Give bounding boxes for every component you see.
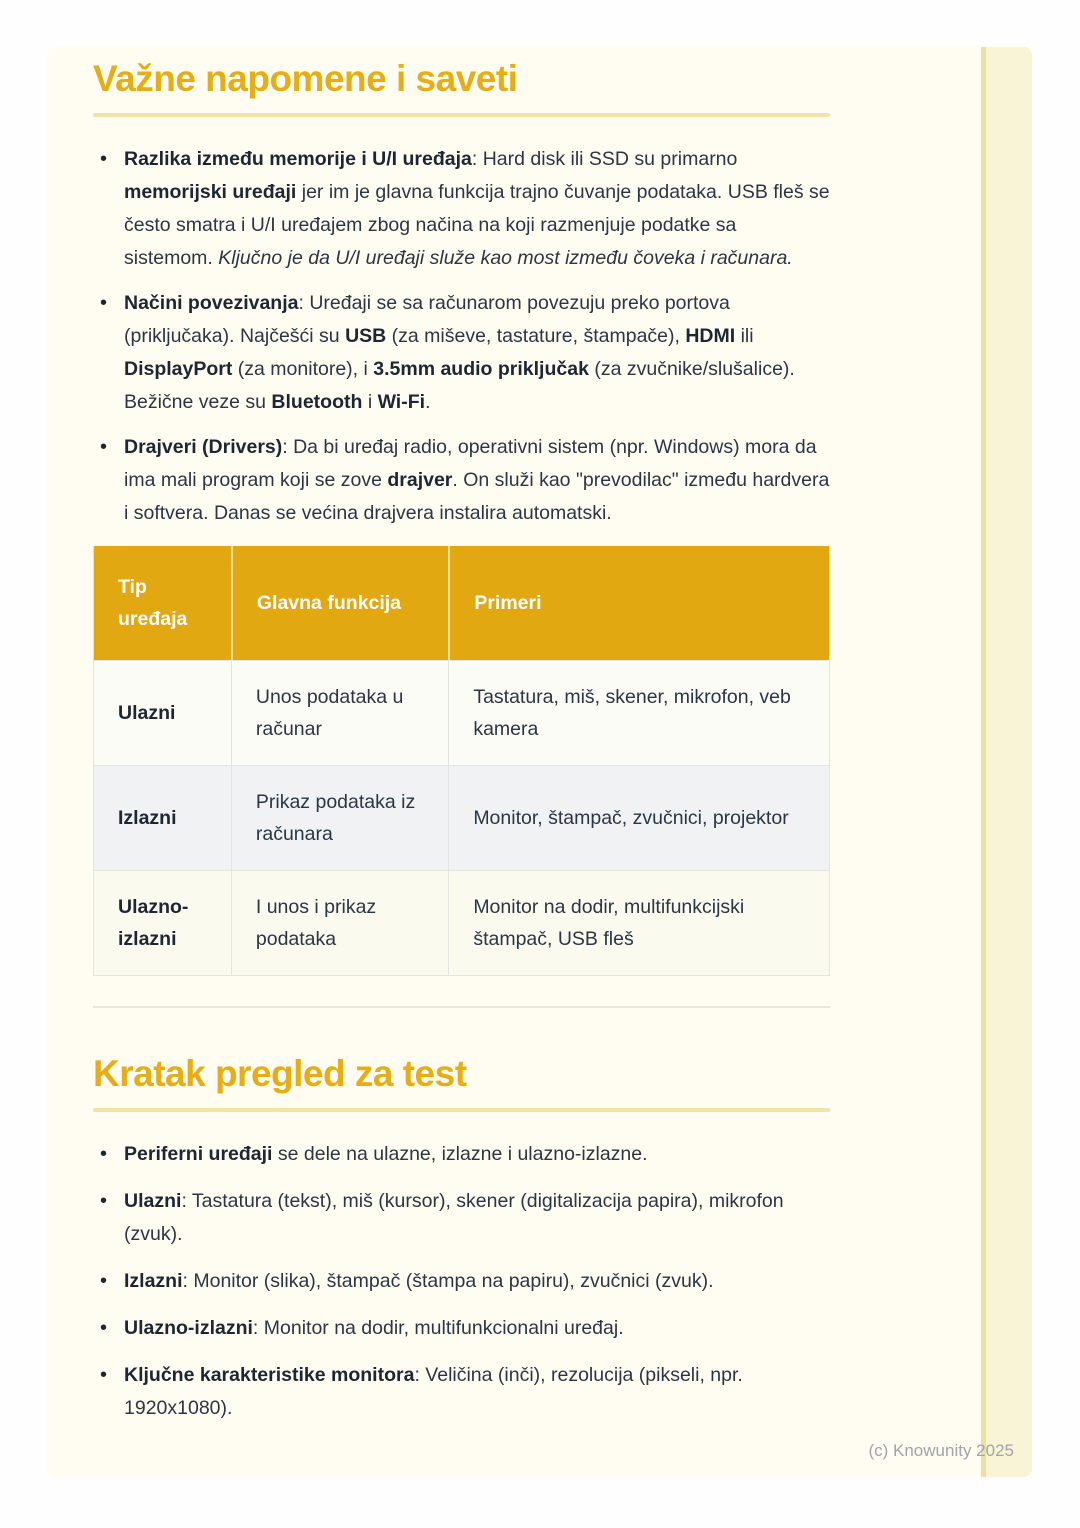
table-header-row	[94, 546, 829, 660]
summary-list	[93, 1138, 830, 1425]
list-item: • Ključne karakteristike monitora: Veličina (inči), rezolucija (pikseli, npr. 1920x1080).	[93, 1359, 830, 1425]
title-underline	[93, 1108, 830, 1112]
cell-examples: Tastatura, miš, skener, mikrofon, veb kamera	[448, 660, 829, 765]
column-header-examples: Primeri	[448, 546, 829, 660]
document-page	[47, 47, 1032, 1477]
list-item: • Načini povezivanja: Uređaji se sa računarom povezuju preko portova (priključaka). Najčešći su USB (za miševe, tastature, štampače), HDMI ili DisplayPort (za monitore), i 3.5mm audio priključak (za zvučnike/slušalice). Bežične veze su Bluetooth i Wi-Fi.	[93, 287, 830, 419]
column-header-function: Glavna funkcija	[231, 546, 448, 660]
notes-list	[93, 143, 830, 530]
device-types-table	[93, 546, 830, 976]
list-item: • Izlazni: Monitor (slika), štampač (štampa na papiru), zvučnici (zvuk).	[93, 1265, 830, 1298]
cell-device-type: Ulazno-izlazni	[94, 870, 231, 975]
cell-device-type: Ulazni	[94, 660, 231, 765]
page-content	[93, 47, 830, 1425]
cell-function: Prikaz podataka iz računara	[231, 765, 448, 870]
list-item: • Razlika između memorije i U/I uređaja: Hard disk ili SSD su primarno memorijski uređaji jer im je glavna funkcija trajno čuvanje podataka. USB fleš se često smatra i U/I uređajem zbog načina na koji razmenjuje podatke sa sistemom. Ključno je da U/I uređaji služe kao most između čoveka i računara.	[93, 143, 830, 275]
section-title-summary: Kratak pregled za test	[93, 1053, 467, 1094]
cell-function: I unos i prikaz podataka	[231, 870, 448, 975]
list-item: • Ulazni: Tastatura (tekst), miš (kursor), skener (digitalizacija papira), mikrofon (zvuk).	[93, 1185, 830, 1251]
list-item: • Ulazno-izlazni: Monitor na dodir, multifunkcionalni uređaj.	[93, 1312, 830, 1345]
column-header-type: Tip uređaja	[94, 546, 231, 660]
cell-examples: Monitor, štampač, zvučnici, projektor	[448, 765, 829, 870]
section-divider	[93, 1006, 830, 1008]
title-underline	[93, 113, 830, 117]
cell-device-type: Izlazni	[94, 765, 231, 870]
list-item: • Drajveri (Drivers): Da bi uređaj radio, operativni sistem (npr. Windows) mora da ima mali program koji se zove drajver. On služi kao "prevodilac" između hardvera i softvera. Danas se većina drajvera instalira automatski.	[93, 431, 830, 530]
copyright-notice: (c) Knowunity 2025	[868, 1441, 1014, 1460]
cell-examples: Monitor na dodir, multifunkcijski štampač, USB fleš	[448, 870, 829, 975]
table-row	[94, 870, 829, 975]
list-item: • Periferni uređaji se dele na ulazne, izlazne i ulazno-izlazne.	[93, 1138, 830, 1171]
section-title-notes: Važne napomene i saveti	[93, 58, 518, 99]
cell-function: Unos podataka u računar	[231, 660, 448, 765]
table-row	[94, 660, 829, 765]
table-row	[94, 765, 829, 870]
page-edge-ribbon	[981, 47, 1032, 1477]
